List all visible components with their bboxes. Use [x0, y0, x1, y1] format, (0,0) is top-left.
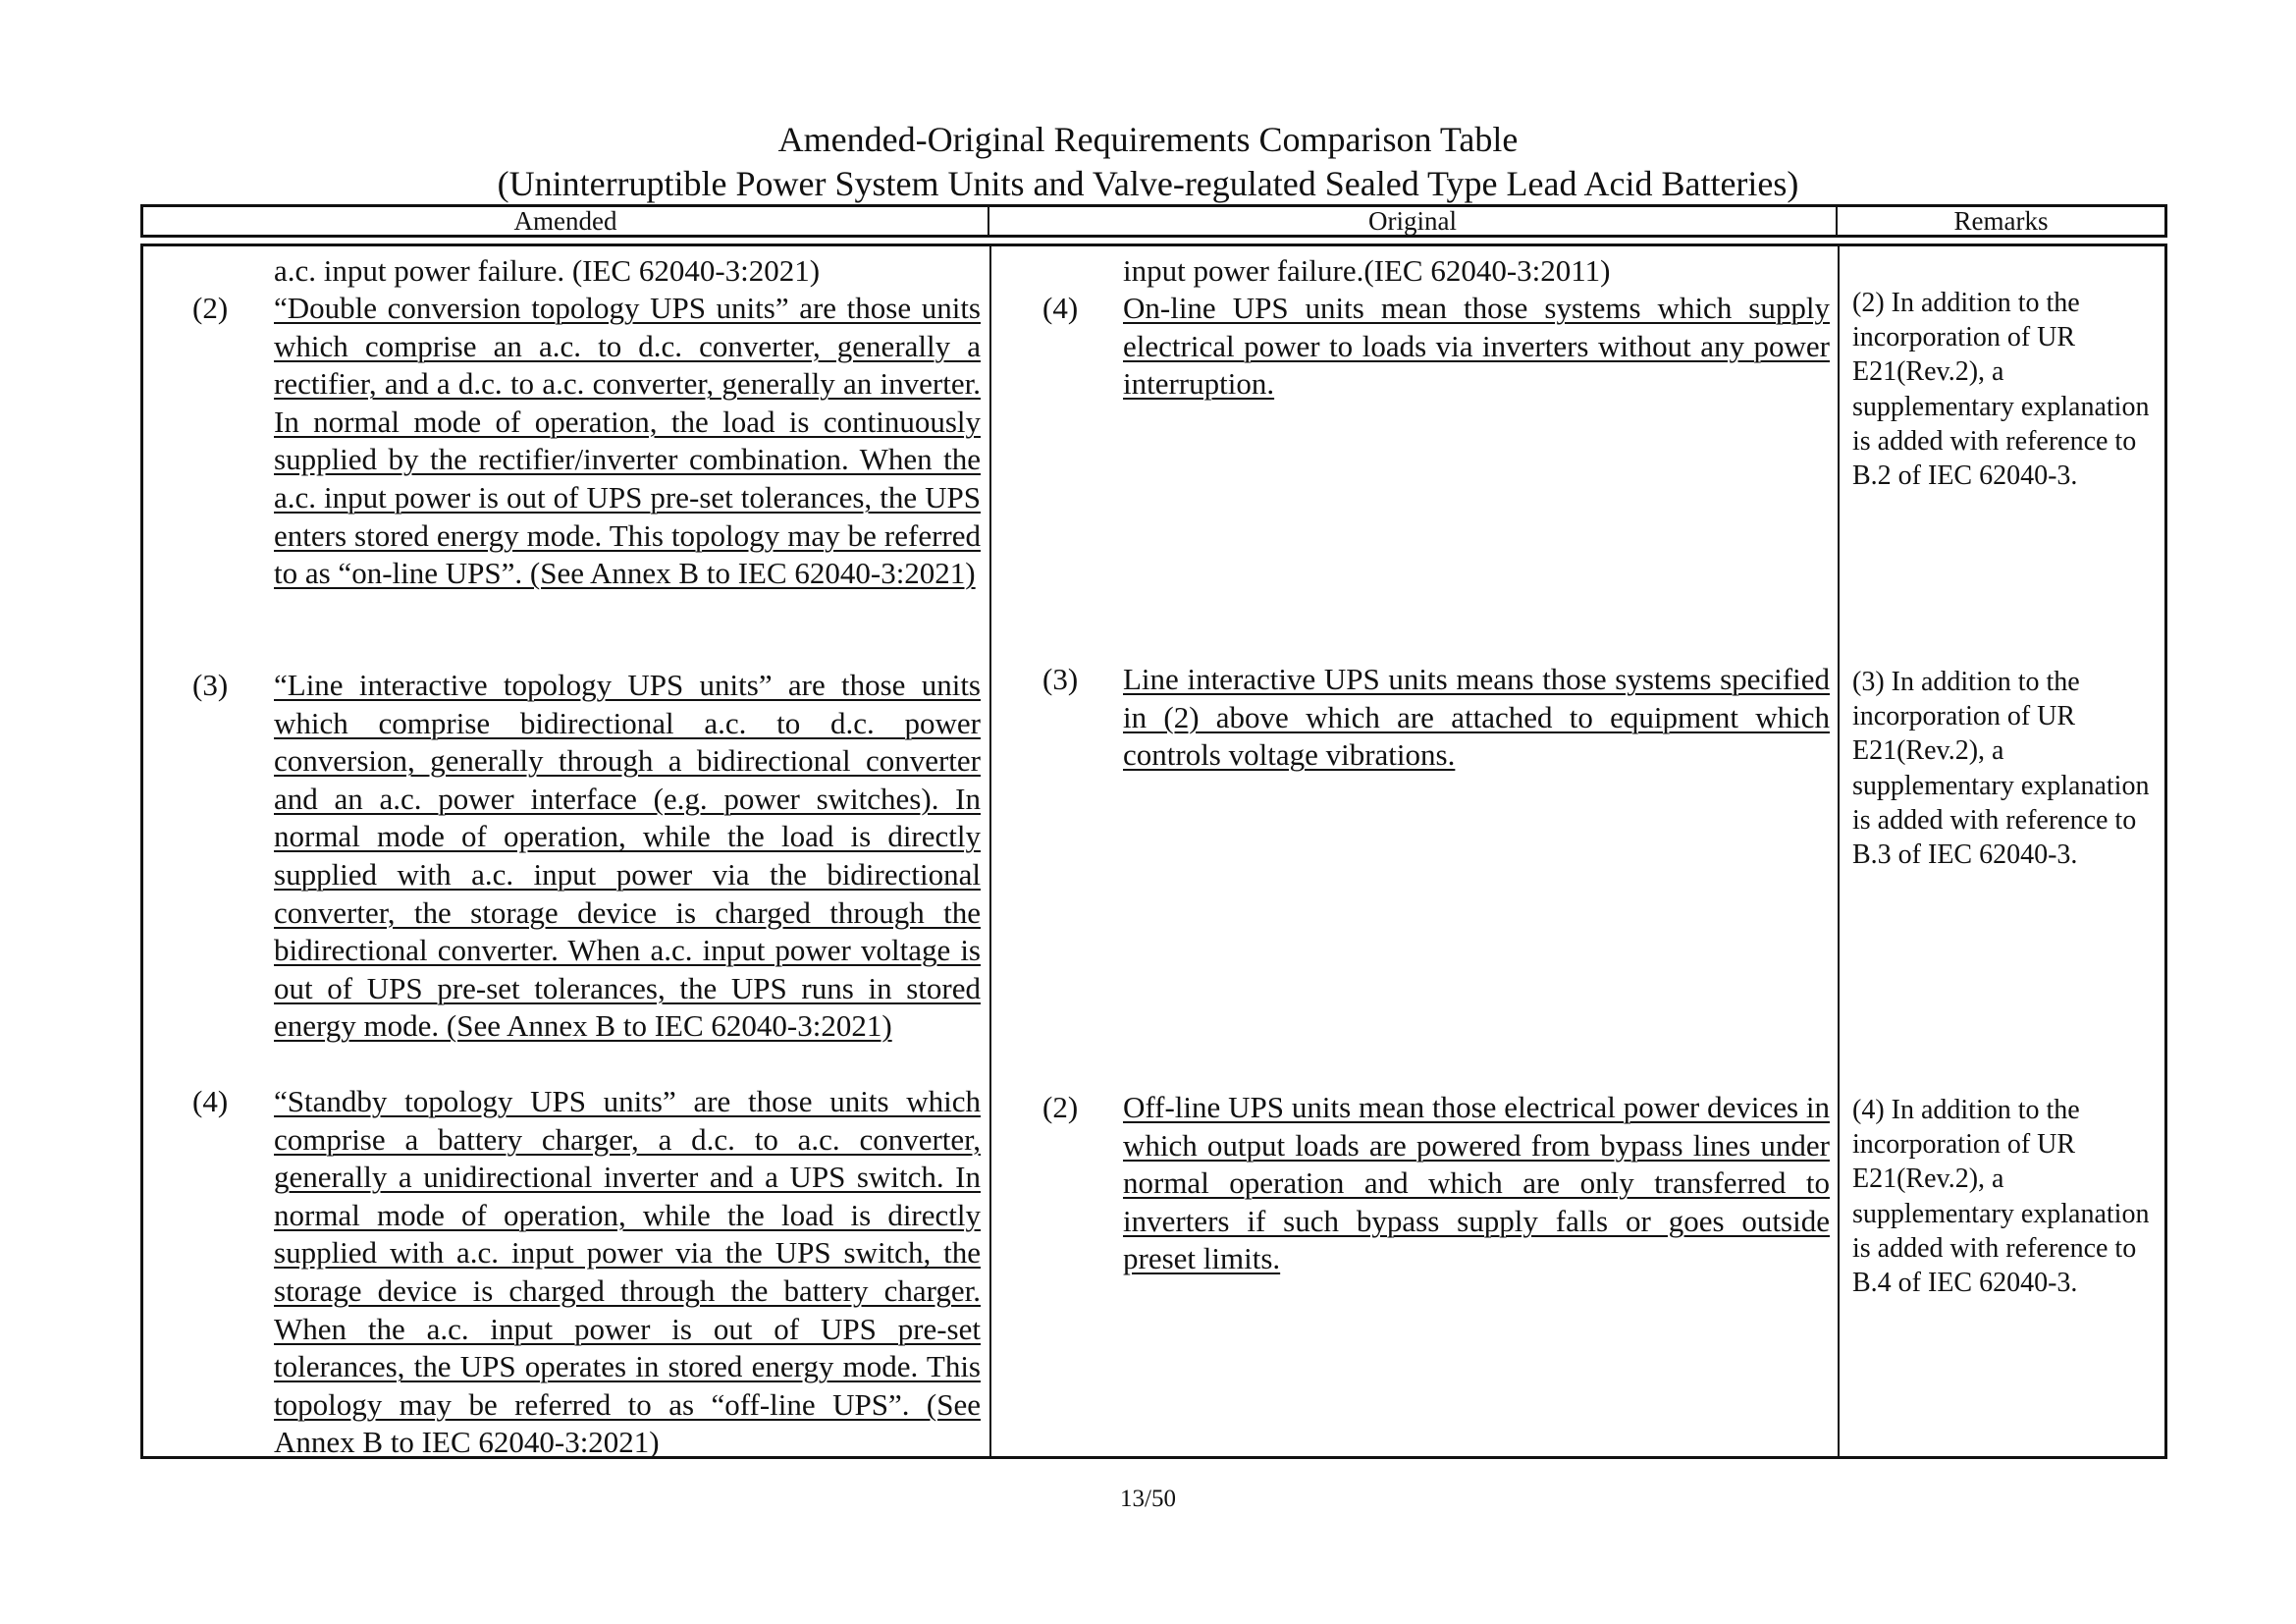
original-continuation-line: input power failure.(IEC 62040-3:2011): [1123, 253, 1611, 288]
original-item-3-text: Line interactive UPS units means those systems specified in (2) above which are attached to equipment which controls voltage vibrations.: [1123, 662, 1830, 773]
amended-item-3-text: “Line interactive topology UPS units” are those units which comprise bidirectional a.c. to d.c. power conversion, generally through a bidirectional converter and an a.c. power interface (e.g. power switches). In normal mode of operation, while the load is directly supplied with a.c. input power via the bidirectional converter, the storage device is charged through the bidirectional converter. When a.c. input power voltage is out of UPS pre-set tolerances, the UPS runs in stored energy mode. (See Annex B to IEC 62040-3:2021): [274, 668, 981, 1044]
amended-continuation-line: a.c. input power failure. (IEC 62040-3:2021): [274, 253, 821, 288]
original-item-2-text: Off-line UPS units mean those electrical power devices in which output loads are powered from bypass lines under normal operation and which are only transferred to inverters if such bypass supply falls or goes outside preset limits.: [1123, 1090, 1830, 1276]
original-item-number: (2): [1042, 1090, 1079, 1124]
remark-item-4: (4) In addition to the incorporation of UR E21(Rev.2), a supplementary explanation is added with reference to B.4 of IEC 62040-3.: [1852, 1095, 2150, 1299]
amended-item-number: (3): [192, 668, 229, 702]
column-divider: [989, 246, 991, 1456]
header-original: Original: [989, 207, 1838, 235]
remark-item-3: (3) In addition to the incorporation of UR E21(Rev.2), a supplementary explanation is added with reference to B.3 of IEC 62040-3.: [1852, 667, 2150, 871]
original-item-4-text: On-line UPS units mean those systems which supply electrical power to loads via inverters without any power interruption.: [1123, 291, 1830, 402]
column-divider: [1838, 246, 1840, 1456]
original-item-number: (4): [1042, 291, 1079, 325]
remark-item-2: (2) In addition to the incorporation of UR E21(Rev.2), a supplementary explanation is added with reference to B.2 of IEC 62040-3.: [1852, 288, 2150, 492]
amended-item-number: (2): [192, 291, 229, 325]
comparison-table-body: [140, 244, 2167, 1459]
amended-item-2-text: “Double conversion topology UPS units” are those units which comprise an a.c. to d.c. converter, generally a rectifier, and a d.c. to a.c. converter, generally an inverter. In normal mode of operation, the load is continuously supplied by the rectifier/inverter combination. When the a.c. input power is out of UPS pre-set tolerances, the UPS enters stored energy mode. This topology may be referred to as “on-line UPS”. (See Annex B to IEC 62040-3:2021): [274, 291, 981, 591]
amended-item-number: (4): [192, 1084, 229, 1118]
page-title: Amended-Original Requirements Comparison Table: [777, 120, 1519, 159]
header-remarks: Remarks: [1953, 206, 2049, 236]
table-header-row: [140, 204, 2167, 238]
amended-item-4-text: “Standby topology UPS units” are those units which comprise a battery charger, a d.c. to a.c. converter, generally a unidirectional inverter and a UPS switch. In normal mode of operation, while the load is directly supplied with a.c. input power via the UPS switch, the storage device is charged through the battery charger. When the a.c. input power is out of UPS pre-set tolerances, the UPS operates in stored energy mode. This topology may be referred to as “off-line UPS”. (See Annex B to IEC 62040-3:2021): [274, 1084, 981, 1460]
page-subtitle: (Uninterruptible Power System Units and Valve-regulated Sealed Type Lead Acid Batteries): [497, 164, 1799, 203]
header-amended: Amended: [143, 207, 989, 235]
page-number: 13/50: [1120, 1486, 1176, 1512]
original-item-number: (3): [1042, 662, 1079, 696]
